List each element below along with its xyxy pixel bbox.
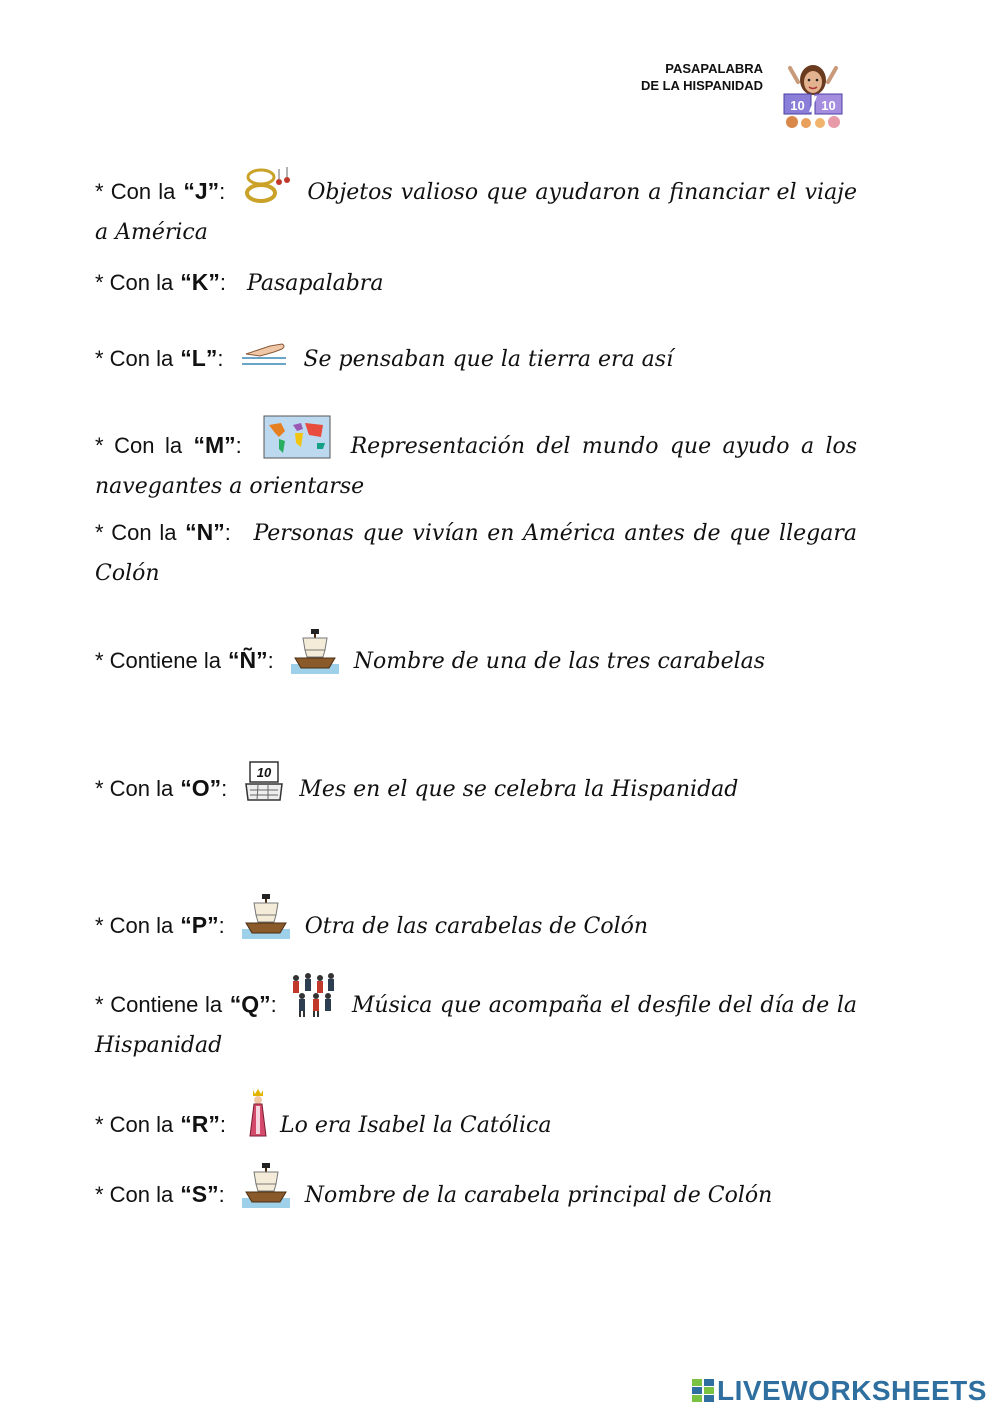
clue-text: Otra de las carabelas de Colón [304, 914, 649, 939]
clue-text: Personas que vivían en América antes de que llegara Colón [95, 521, 857, 586]
clue-prefix: * Con la [95, 1182, 174, 1207]
clue-l: * Con la “L”: Se pensaban que la tierra era así [95, 338, 857, 380]
clue-r: * Con la “R”: Lo era Isabel la Católica [95, 1086, 857, 1146]
liveworksheets-brand [692, 1376, 987, 1409]
clue-text: Se pensaban que la tierra era así [303, 347, 674, 372]
clue-text: Mes en el que se celebra la Hispanidad [299, 777, 739, 802]
clue-letter: “P” [180, 912, 219, 938]
clue-letter: “K” [180, 269, 220, 295]
jewelry-icon [243, 165, 291, 205]
clue-letter: “Q” [229, 991, 271, 1017]
clue-p: * Con la “P”: Otra de las carabelas de Colón [95, 893, 857, 947]
clue-letter: “J” [183, 178, 220, 204]
footer-brand-text: LIVEWORKSHEETS [717, 1375, 987, 1406]
avatar-sign-left: 10 [790, 98, 805, 113]
clue-letter: “R” [180, 1111, 220, 1137]
ship-icon [242, 1162, 290, 1208]
clue-text: Lo era Isabel la Católica [280, 1113, 552, 1138]
liveworksheets-logo-icon [692, 1379, 714, 1409]
ship-icon [291, 628, 339, 674]
clue-prefix: * Con la [95, 346, 174, 371]
avatar-sign-right: 10 [821, 98, 836, 113]
clue-k: * Con la “K”: Pasapalabra [95, 269, 384, 296]
calendar-icon [244, 760, 284, 802]
clue-enye: * Contiene la “Ñ”: Nombre de una de las tres carabelas [95, 628, 857, 682]
clue-text: Nombre de una de las tres carabelas [353, 649, 766, 674]
title-line-2: DE LA HISPANIDAD [640, 78, 763, 93]
clue-text: Música que acompaña el desfile del día de la Hispanidad [95, 993, 858, 1058]
clue-q: * Contiene la “Q”: Música que acompaña el desfile del día de la Hispanidad [95, 970, 857, 1066]
clue-text: Objetos valioso que ayudaron a financiar el viaje a América [95, 180, 858, 245]
marching-band-icon [288, 970, 336, 1018]
clue-letter: “M” [193, 432, 236, 458]
clue-o: * Con la “O”: 10 Mes en el que se celebra la Hispanidad [95, 760, 857, 810]
clue-prefix: * Con la [95, 179, 176, 204]
clue-text: Nombre de la carabela principal de Colón [304, 1183, 773, 1208]
clue-letter: “N” [185, 519, 225, 545]
clue-text: Representación del mundo que ayudo a los navegantes a orientarse [95, 434, 858, 499]
clue-prefix: * Con la [95, 1112, 174, 1137]
clue-prefix: * Con la [95, 913, 174, 938]
teacher-avatar-icon [780, 60, 846, 128]
clue-prefix: * Con la [95, 776, 174, 801]
clue-n: * Con la “N”: Personas que vivían en América antes de que llegara Colón [95, 519, 857, 586]
worksheet-title [600, 60, 763, 94]
clue-prefix: * Contiene la [95, 648, 221, 673]
clue-prefix: * Con la [95, 433, 183, 458]
clue-prefix: * Contiene la [95, 992, 223, 1017]
queen-icon [247, 1086, 269, 1138]
clue-j: * Con la “J”: Objetos valioso que ayudaron a financiar el viaje a América [95, 165, 857, 253]
world-map-icon [263, 415, 331, 459]
clue-letter: “O” [180, 775, 222, 801]
calendar-day: 10 [257, 765, 272, 780]
clue-letter: “Ñ” [227, 647, 268, 673]
clue-letter: “S” [180, 1181, 219, 1207]
clue-s: * Con la “S”: Nombre de la carabela principal de Colón [95, 1162, 857, 1216]
clue-m: * Con la “M”: Representación del mundo que ayudo a los navegantes a orientarse [95, 415, 857, 507]
title-line-1: PASAPALABRA [665, 61, 763, 76]
flat-hand-icon [240, 338, 288, 372]
clue-prefix: * Con la [95, 270, 174, 295]
clue-prefix: * Con la [95, 520, 177, 545]
clue-letter: “L” [180, 345, 218, 371]
clue-text: Pasapalabra [247, 271, 384, 296]
ship-icon [242, 893, 290, 939]
